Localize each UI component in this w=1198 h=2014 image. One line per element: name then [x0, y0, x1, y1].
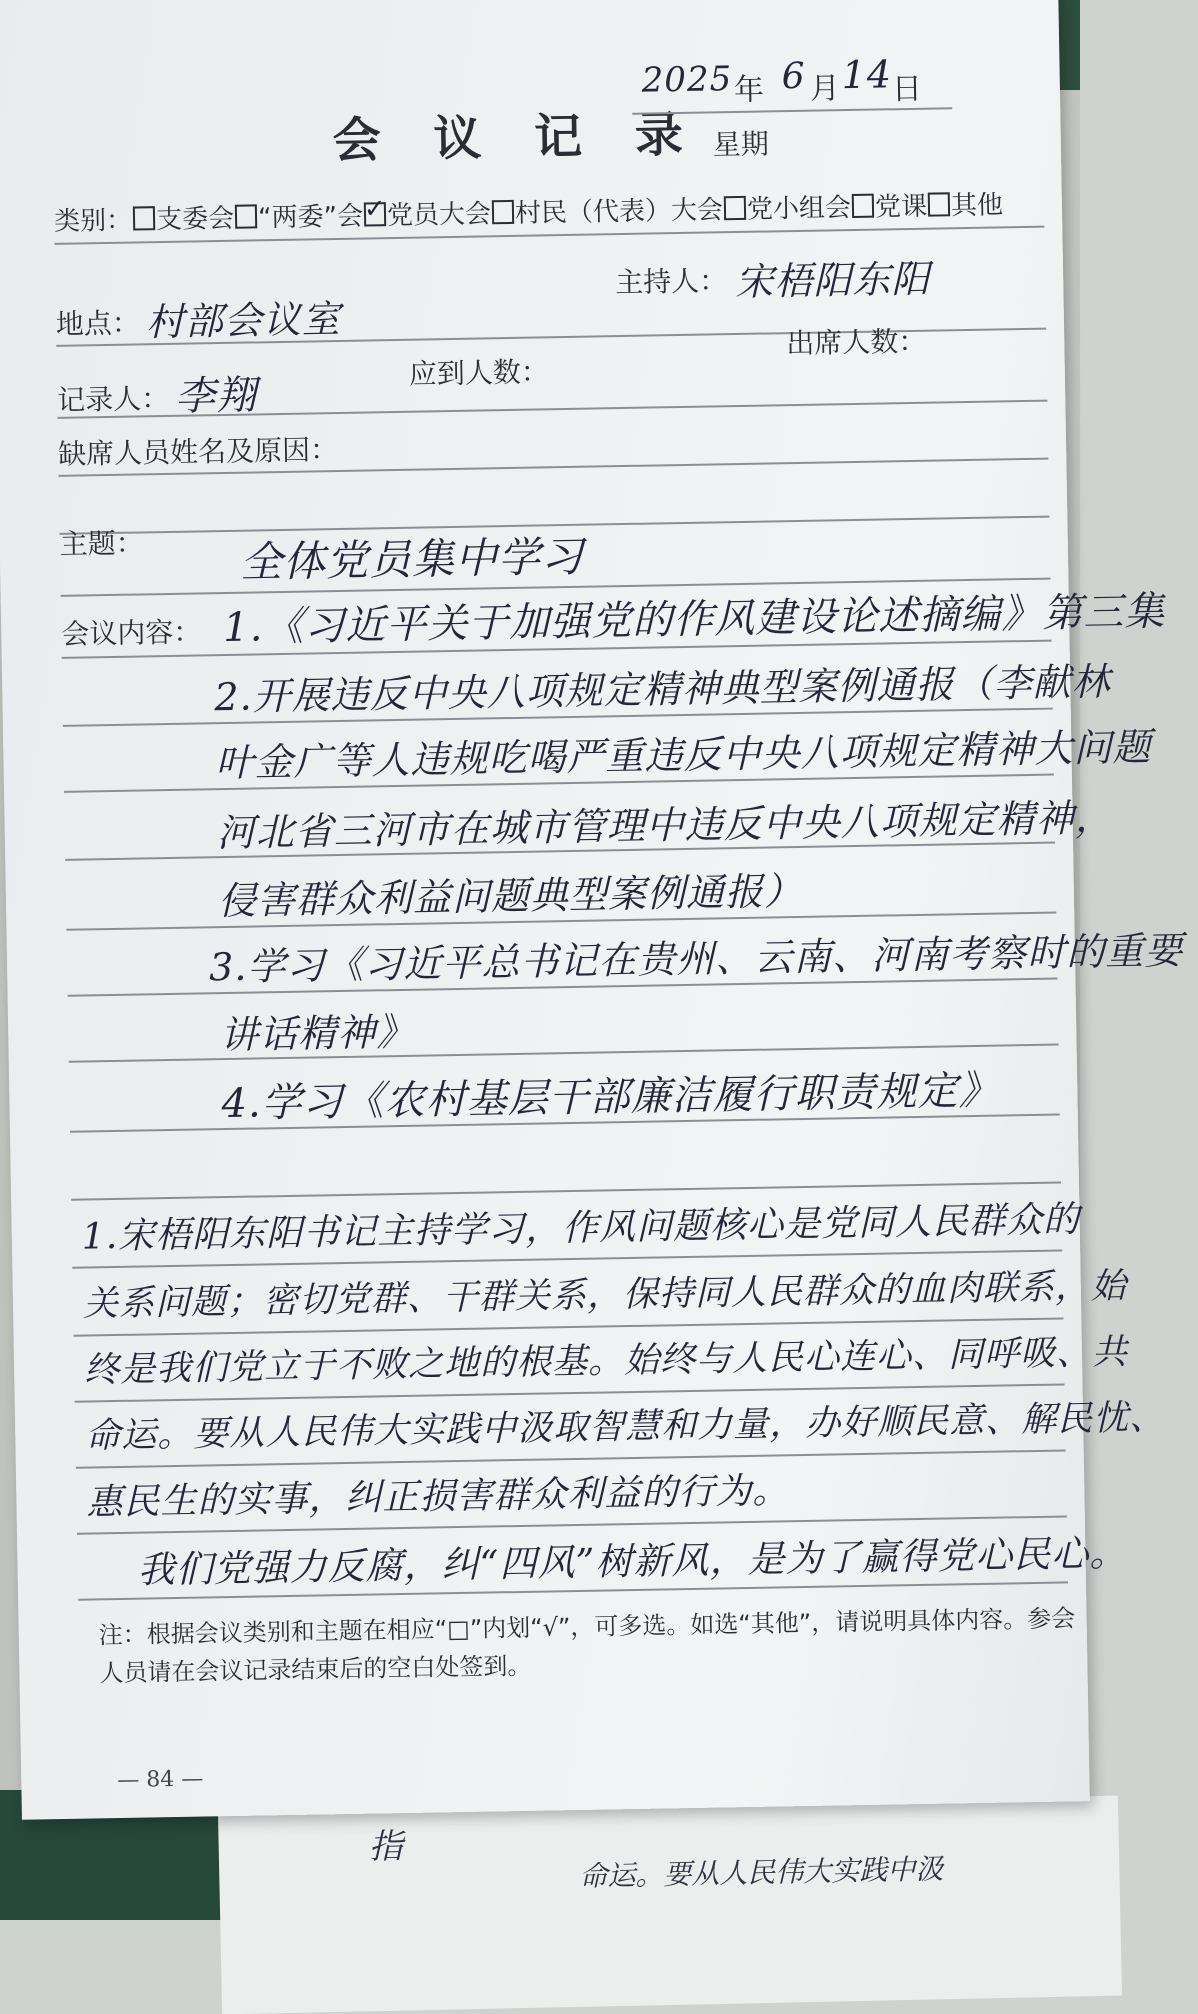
footnote-text: 根据会议类别和主题在相应“□”内划“√”，可多选。如选“其他”，请说明具体内容。参会人员请在会议记录结束后的空白处签到。	[99, 1604, 1076, 1688]
content-line: 关系问题；密切党群、干群关系，保持同人民群众的血肉联系，始	[82, 1266, 1128, 1325]
content-line: 2.开展违反中央八项规定精神典型案例通报（李献林	[214, 659, 1111, 720]
recorder-label: 记录人：	[56, 381, 170, 417]
checkbox-two-committees[interactable]	[235, 204, 257, 228]
checkbox-party-group-meeting[interactable]	[724, 196, 746, 220]
content-line: 叶金广等人违规吃喝严重违反中央八项规定精神大问题	[215, 724, 1152, 786]
topic-label: 主题：	[59, 526, 145, 561]
date-year-label: 年	[733, 72, 765, 109]
attended-label: 出席人数：	[786, 324, 927, 361]
content-line: 河北省三河市在城市管理中违反中央八项规定精神，	[216, 795, 1115, 856]
weekday-label: 星期	[712, 127, 770, 162]
content-line: 4.学习《农村基层干部廉洁履行职责规定》	[221, 1067, 1000, 1128]
content-line: 侵害群众利益问题典型案例通报）	[217, 868, 804, 924]
location-value: 村部会议室	[145, 296, 342, 345]
checkbox-villagers-meeting[interactable]	[492, 200, 514, 224]
content-label: 会议内容：	[61, 615, 202, 651]
expected-label: 应到人数：	[408, 355, 550, 391]
content-line: 命运。要从人民伟大实践中汲取智慧和力量，办好顺民意、解民忧、	[84, 1397, 1166, 1457]
option-label: 其他	[950, 190, 1004, 222]
checkbox-branch-committee[interactable]	[133, 206, 155, 230]
footnote-label: 注：	[98, 1620, 148, 1650]
checkbox-other[interactable]	[928, 192, 950, 216]
content-line: 终是我们党立于不败之地的根基。始终与人民心连心、同呼吸、共	[83, 1332, 1129, 1391]
date-day: 14	[841, 52, 893, 98]
option-label: 党员大会	[386, 199, 492, 232]
topic-value: 全体党员集中学习	[239, 531, 585, 587]
date-year: 2025	[641, 59, 733, 101]
category-label: 类别：	[53, 205, 133, 237]
date-month: 6	[781, 55, 806, 98]
content-line: 惠民生的实事，纠正损害群众利益的行为。	[86, 1470, 790, 1524]
host-label: 主持人：	[614, 264, 728, 300]
content-line: 3.学习《习近平总书记在贵州、云南、河南考察时的重要	[208, 928, 1184, 990]
option-label: “两委”会	[257, 201, 364, 234]
content-line: 讲话精神》	[219, 1009, 416, 1058]
footnote	[98, 1599, 1099, 1692]
next-page-fragment: 指	[368, 1826, 404, 1868]
date-month-label: 月	[809, 71, 841, 107]
option-label: 党课	[874, 191, 928, 223]
absent-label: 缺席人员姓名及原因：	[57, 432, 339, 471]
checkbox-party-lesson[interactable]	[852, 194, 874, 218]
option-label: 村民（代表）大会	[514, 195, 724, 229]
recorder-value: 李翔	[174, 372, 258, 420]
next-page-fragment: 命运。要从人民伟大实践中汲	[579, 1852, 944, 1893]
option-label: 支委会	[155, 203, 235, 236]
content-line: 我们党强力反腐，纠“四风”树新风，是为了赢得党心民心。	[137, 1531, 1128, 1592]
next-page-sheet	[218, 1796, 1122, 2014]
option-label: 党小组会	[746, 193, 852, 225]
content-line: 1.宋梧阳东阳书记主持学习，作风问题核心是党同人民群众的	[81, 1199, 1081, 1258]
location-label: 地点：	[55, 306, 141, 341]
date-day-label: 日	[891, 71, 923, 108]
page-number: — 84 —	[117, 1766, 204, 1794]
content-line: 1.《习近平关于加强党的作风建设论述摘编》第三集	[222, 588, 1166, 652]
host-value: 宋梧阳东阳	[734, 256, 931, 305]
page-title: 会 议 记 录	[332, 106, 702, 170]
checkbox-party-members-meeting[interactable]	[364, 202, 386, 226]
